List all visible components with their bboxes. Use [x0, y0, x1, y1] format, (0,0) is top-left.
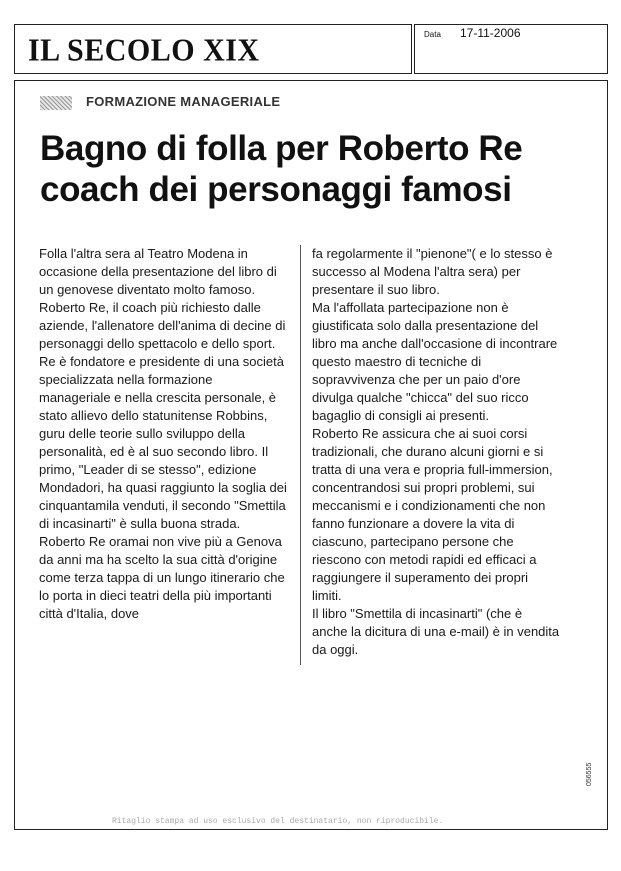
paragraph: Re è fondatore e presidente di una società specializzata nella formazione manageriale e nella crescita personale, è stato allievo dello statunitense Robbins, guru delle teorie sullo sviluppo della personalità, ed è al suo secondo libro. Il primo, "Leader di se stesso", edizione Mondadori, ha quasi raggiunto la soglia dei cinquantamila venduti, il secondo "Smettila di incasinarti" è sulla buona strada. — [39, 354, 287, 531]
newspaper-masthead: IL SECOLO XIX — [28, 33, 260, 68]
headline-line-1: Bagno di folla per Roberto Re — [40, 129, 523, 168]
column-divider — [300, 245, 301, 665]
paragraph: Il libro "Smettila di incasinarti" (che è anche la dicitura di una e-mail) è in vendita da oggi. — [312, 606, 560, 657]
clipping-code: 056555 — [586, 762, 593, 786]
paragraph: Ma l'affollata partecipazione non è giustificata solo dalla presentazione del libro ma anche dall'occasione di incontrare questo maestro di tecniche di sopravvivenza che per un paio d'ore divulga qualche "chicca" del suo ricco bagaglio di consigli ai presenti. — [312, 300, 558, 423]
section-label: FORMAZIONE MANAGERIALE — [86, 94, 281, 109]
date-value: 17-11-2006 — [460, 26, 521, 40]
section-marker-icon — [40, 96, 72, 110]
clipping-disclaimer: Ritaglio stampa ad uso esclusivo del destinatario, non riproducibile. — [112, 817, 444, 826]
paragraph: Folla l'altra sera al Teatro Modena in occasione della presentazione del libro di un genovese diventato molto famoso. Roberto Re, il coach più richiesto dalle aziende, l'allenatore dell'anima di decine di personaggi dello spettacolo e dello sport. — [39, 246, 286, 351]
article-column-right — [312, 245, 560, 659]
paragraph: fa regolarmente il "pienone"( e lo stesso è successo al Modena l'altra sera) per presentare il suo libro. — [312, 246, 553, 297]
date-label: Data — [424, 30, 441, 39]
headline-line-2: coach dei personaggi famosi — [40, 170, 512, 209]
paragraph: Roberto Re oramai non vive più a Genova da anni ma ha scelto la sua città d'origine come terza tappa di un lungo itinerario che lo porta in dieci teatri della più importanti città d'Italia, dove — [39, 534, 285, 621]
article-column-left — [39, 245, 287, 623]
article-headline — [40, 128, 600, 210]
paragraph: Roberto Re assicura che ai suoi corsi tradizionali, che durano alcuni giorni e si tratta di una vera e propria full-immersion, concentrandosi sui propri problemi, sui meccanismi e i condizionamenti che non fanno funzionare a dovere la vita di ciascuno, partecipano persone che riescono con metodi rapidi ed efficaci a raggiungere il superamento dei propri limiti. — [312, 426, 553, 603]
